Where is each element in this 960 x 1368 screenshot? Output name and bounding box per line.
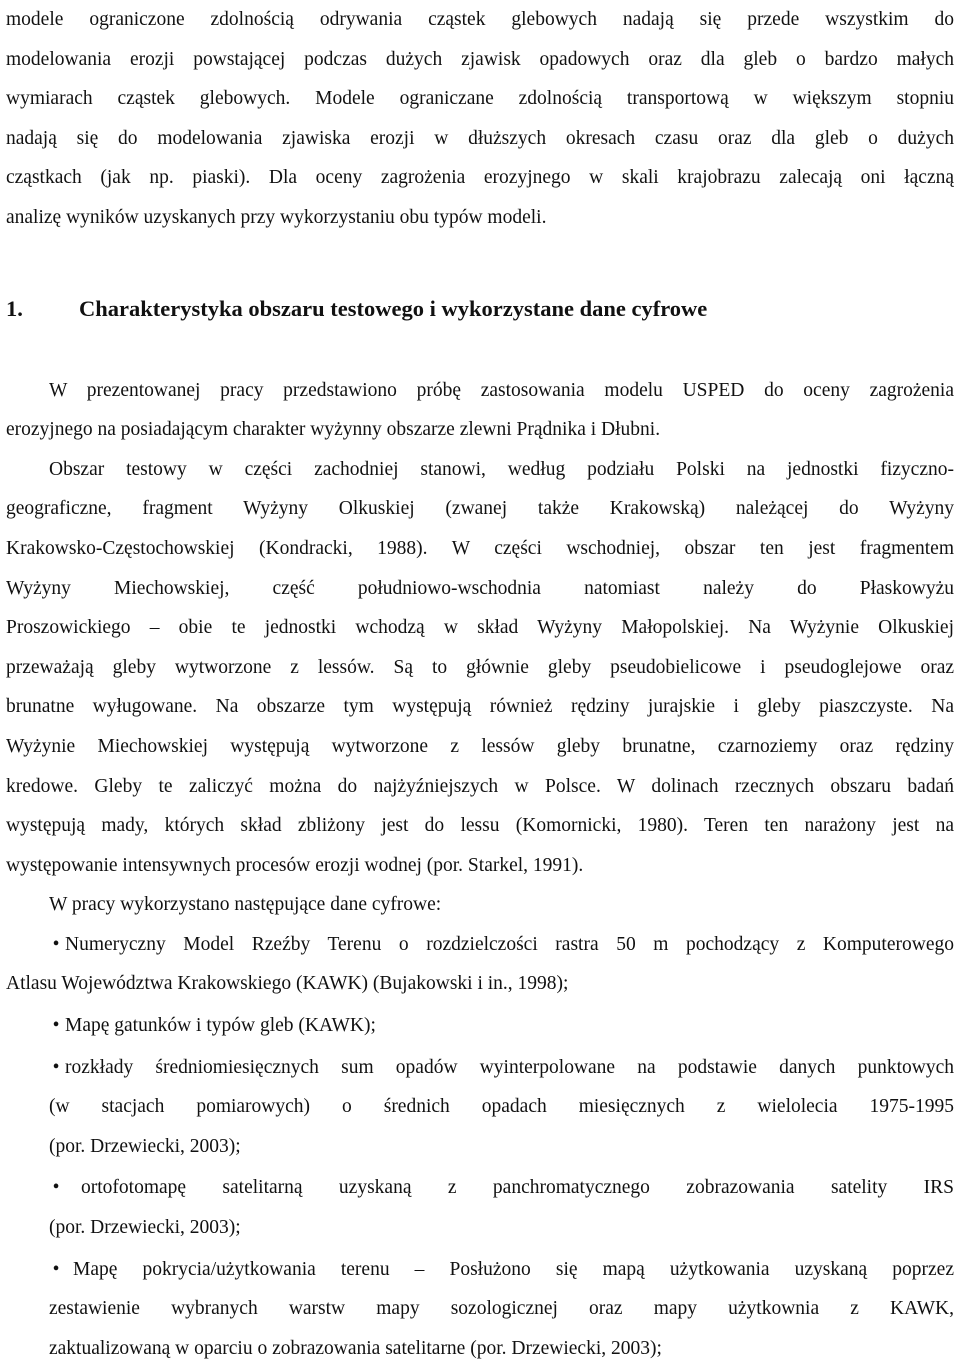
bullet-icon: • (52, 1258, 60, 1280)
text-line: modelowania erozji powstającej podczas dużych zjawisk opadowych oraz dla gleb o bardzo małych (6, 48, 954, 70)
list-item-text: rozkłady średniomiesięcznych sum opadów wyinterpolowane na podstawie danych punktowych (65, 1056, 954, 1078)
text-line: nadają się do modelowania zjawiska erozji w dłuższych okresach czasu oraz dla gleb o dużych (6, 127, 954, 149)
text-line: występują mady, których skład zbliżony jest do lessu (Komornicki, 1980). Teren ten narażony jest na (6, 815, 954, 837)
list-item-text: zaktualizowaną w oparciu o zobrazowania satelitarne (por. Drzewiecki, 2003); (49, 1337, 662, 1359)
paragraph-1 (6, 371, 954, 450)
list-item-text: zestawienie wybranych warstw mapy sozologicznej oraz mapy użytkownia z KAWK, (49, 1298, 954, 1320)
text-line: W prezentowanej pracy przedstawiono próbę zastosowania modelu USPED do oceny zagrożenia (49, 379, 954, 401)
text-line: kredowe. Gleby te zaliczyć można do najżyźniejszych w Polsce. W dolinach rzecznych obszaru badań (6, 775, 954, 797)
bullet-icon: • (52, 1056, 60, 1078)
text-line: modele ograniczone zdolnością odrywania cząstek glebowych nadają się przede wszystkim do (6, 9, 954, 30)
text-line: erozyjnego na posiadającym charakter wyżynny obszarze zlewni Prądnika i Dłubni. (6, 419, 661, 441)
document-page (6, 0, 954, 1368)
data-list (6, 925, 954, 1368)
list-item (6, 1250, 954, 1368)
text-line: cząstkach (jak np. piaski). Dla oceny zagrożenia erozyjnego w skali krajobrazu zalecają oni łączną (6, 167, 954, 189)
paragraph-2 (6, 450, 954, 886)
list-item-text: Atlasu Województwa Krakowskiego (KAWK) (Bujakowski i in., 1998); (6, 973, 569, 995)
text-line: występowanie intensywnych procesów erozji wodnej (por. Starkel, 1991). (6, 854, 584, 876)
list-item-text: Mapę gatunków i typów gleb (KAWK); (65, 1015, 376, 1037)
text-line: geograficzne, fragment Wyżyny Olkuskiej (zwanej także Krakowską) należącej do Wyżyny (6, 498, 954, 520)
list-item (6, 925, 954, 1004)
text-line: Krakowsko-Częstochowskiej (Kondracki, 1988). W części wschodniej, obszar ten jest fragmentem (6, 537, 954, 559)
list-item-text: (por. Drzewiecki, 2003); (49, 1217, 241, 1239)
text-line: Wyżynie Miechowskiej występują wytworzone z lessów gleby brunatne, czarnoziemy oraz rędziny (6, 735, 954, 757)
text-line: Wyżyny Miechowskiej, część południowo-wschodnia natomiast należy do Płaskowyżu (6, 577, 954, 599)
list-item (6, 1006, 954, 1046)
section-title: Charakterystyka obszaru testowego i wykorzystane dane cyfrowe (79, 295, 708, 321)
text-line: analizę wyników uzyskanych przy wykorzystaniu obu typów modeli. (6, 206, 547, 228)
text-line: brunatne wyługowane. Na obszarze tym występują również rędziny jurajskie i gleby piaszczyste. Na (6, 696, 954, 718)
bullet-icon: • (52, 1015, 60, 1037)
text-line: przeważają gleby wytworzone z lessów. Są to głównie gleby pseudobielicowe i pseudoglejowe oraz (6, 656, 954, 678)
list-item (6, 1168, 954, 1247)
list-item-text: (w stacjach pomiarowych) o średnich opadach miesięcznych z wielolecia 1975-1995 (49, 1096, 954, 1118)
text-line: Obszar testowy w części zachodniej stanowi, według podziału Polski na jednostki fizyczno- (49, 458, 954, 480)
text-line: wymiarach cząstek glebowych. Modele ograniczane zdolnością transportową w większym stopniu (6, 88, 954, 110)
list-item (6, 1048, 954, 1167)
bullet-icon: • (52, 1177, 60, 1199)
section-heading (6, 289, 954, 329)
list-item-text: (por. Drzewiecki, 2003); (49, 1135, 241, 1157)
data-intro: W pracy wykorzystano następujące dane cyfrowe: (49, 894, 442, 916)
intro-paragraph (6, 0, 954, 238)
bullet-icon: • (52, 933, 60, 955)
text-line: Proszowickiego – obie te jednostki wchodzą w skład Wyżyny Małopolskiej. Na Wyżynie Olkuskiej (6, 617, 954, 639)
list-item-text: ortofotomapę satelitarną uzyskaną z panchromatycznego zobrazowania satelity IRS (81, 1177, 954, 1199)
list-item-text: Mapę pokrycia/użytkowania terenu – Posłużono się mapą użytkowania uzyskaną poprzez (73, 1258, 954, 1280)
list-item-text: Numeryczny Model Rzeźby Terenu o rozdzielczości rastra 50 m pochodzący z Komputerowego (65, 933, 954, 955)
section-number: 1. (6, 295, 23, 321)
